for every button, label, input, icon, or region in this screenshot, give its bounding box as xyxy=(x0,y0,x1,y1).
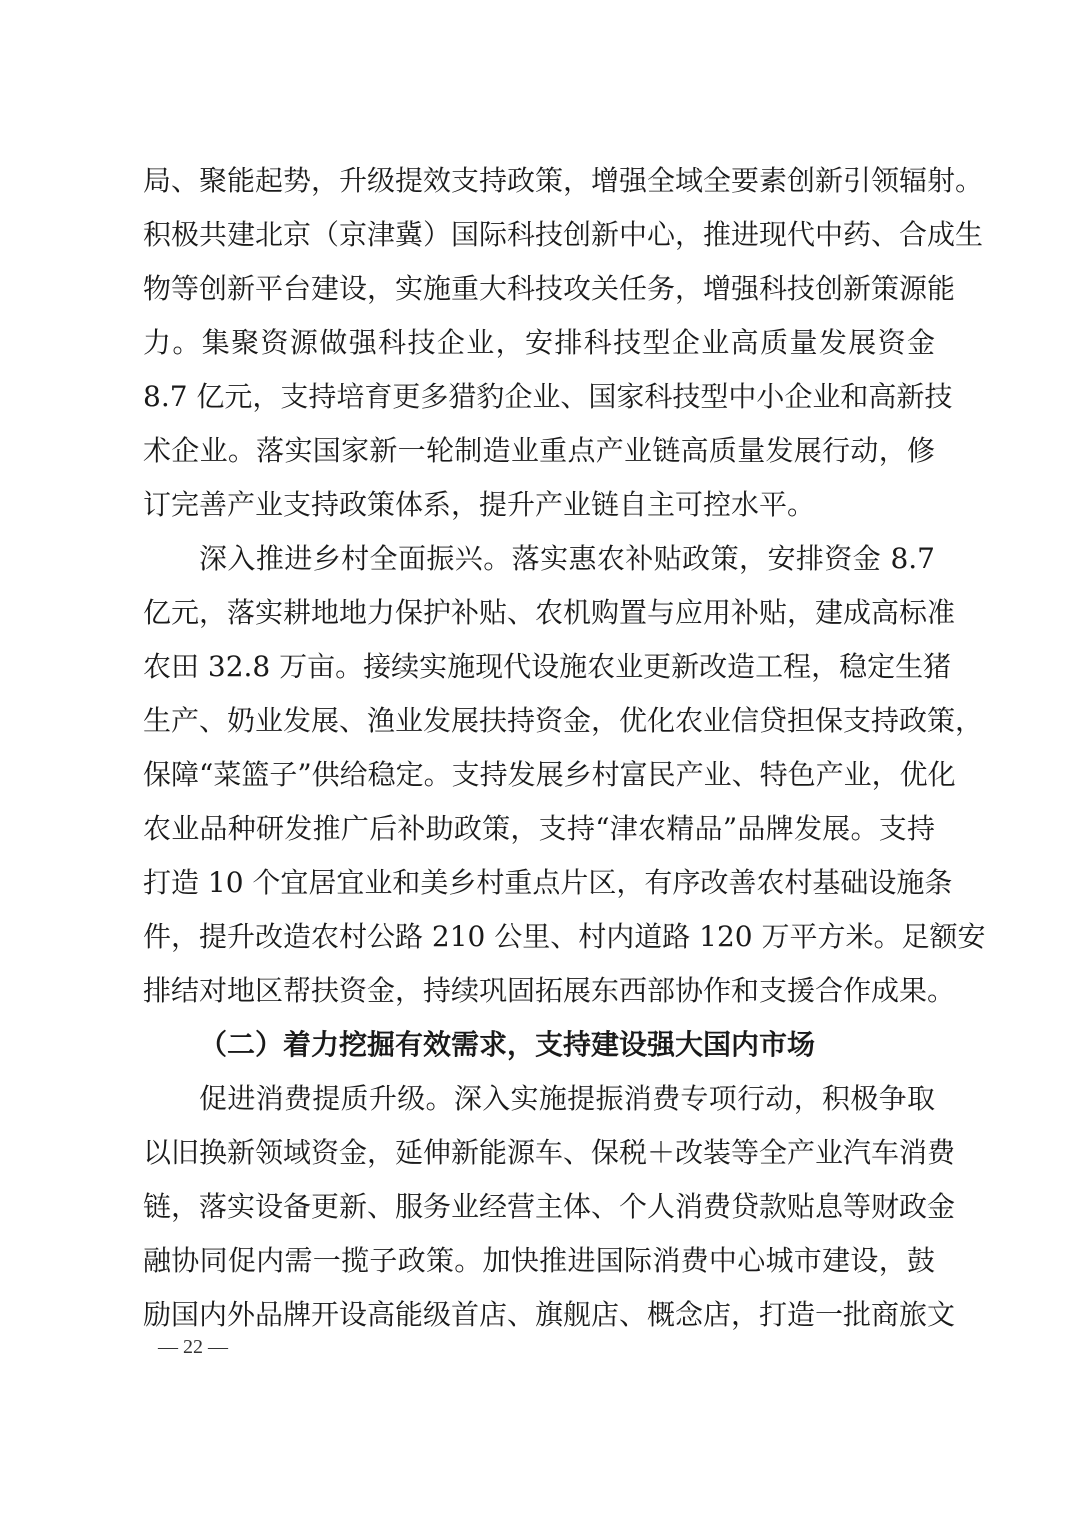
text-line: 积极共建北京（京津冀）国际科技创新中心，推进现代中药、合成生 xyxy=(143,218,984,251)
text-line: 农田 32.8 万亩。接续实施现代设施农业更新改造工程，稳定生猪 xyxy=(143,650,952,683)
text-line: 生产、奶业发展、渔业发展扶持资金，优化农业信贷担保支持政策， xyxy=(143,704,984,737)
text-line: 局、聚能起势，升级提效支持政策，增强全域全要素创新引领辐射。 xyxy=(143,164,984,197)
text-line: 件，提升改造农村公路 210 公里、村内道路 120 万平方米。足额安 xyxy=(143,920,986,953)
text-line: 8.7 亿元，支持培育更多猎豹企业、国家科技型中小企业和高新技 xyxy=(143,380,953,413)
text-line: 订完善产业支持政策体系，提升产业链自主可控水平。 xyxy=(143,488,816,521)
page-number: — 22 — xyxy=(158,1336,228,1358)
text-line: 励国内外品牌开设高能级首店、旗舰店、概念店，打造一批商旅文 xyxy=(143,1298,956,1331)
text-line: 链，落实设备更新、服务业经营主体、个人消费贷款贴息等财政金 xyxy=(143,1190,956,1223)
text-line: 保障“菜篮子”供给稳定。支持发展乡村富民产业、特色产业，优化 xyxy=(143,758,956,791)
section-heading: （二）着力挖掘有效需求，支持建设强大国内市场 xyxy=(199,1028,816,1061)
text-line: 促进消费提质升级。深入实施提振消费专项行动，积极争取 xyxy=(199,1082,935,1115)
text-line: 深入推进乡村全面振兴。落实惠农补贴政策，安排资金 8.7 xyxy=(199,542,935,575)
text-line: 排结对地区帮扶资金，持续巩固拓展东西部协作和支援合作成果。 xyxy=(143,974,956,1007)
text-line: 术企业。落实国家新一轮制造业重点产业链高质量发展行动，修 xyxy=(143,434,935,467)
text-line: 以旧换新领域资金，延伸新能源车、保税＋改装等全产业汽车消费 xyxy=(143,1136,956,1169)
text-line: 融协同促内需一揽子政策。加快推进国际消费中心城市建设，鼓 xyxy=(143,1244,935,1277)
text-line: 打造 10 个宜居宜业和美乡村重点片区，有序改善农村基础设施条 xyxy=(143,866,953,899)
text-line: 物等创新平台建设，实施重大科技攻关任务，增强科技创新策源能 xyxy=(143,272,956,305)
text-line: 农业品种研发推广后补助政策，支持“津农精品”品牌发展。支持 xyxy=(143,812,935,845)
text-line: 力。集聚资源做强科技企业，安排科技型企业高质量发展资金 xyxy=(143,326,935,359)
text-line: 亿元，落实耕地地力保护补贴、农机购置与应用补贴，建成高标准 xyxy=(143,596,956,629)
